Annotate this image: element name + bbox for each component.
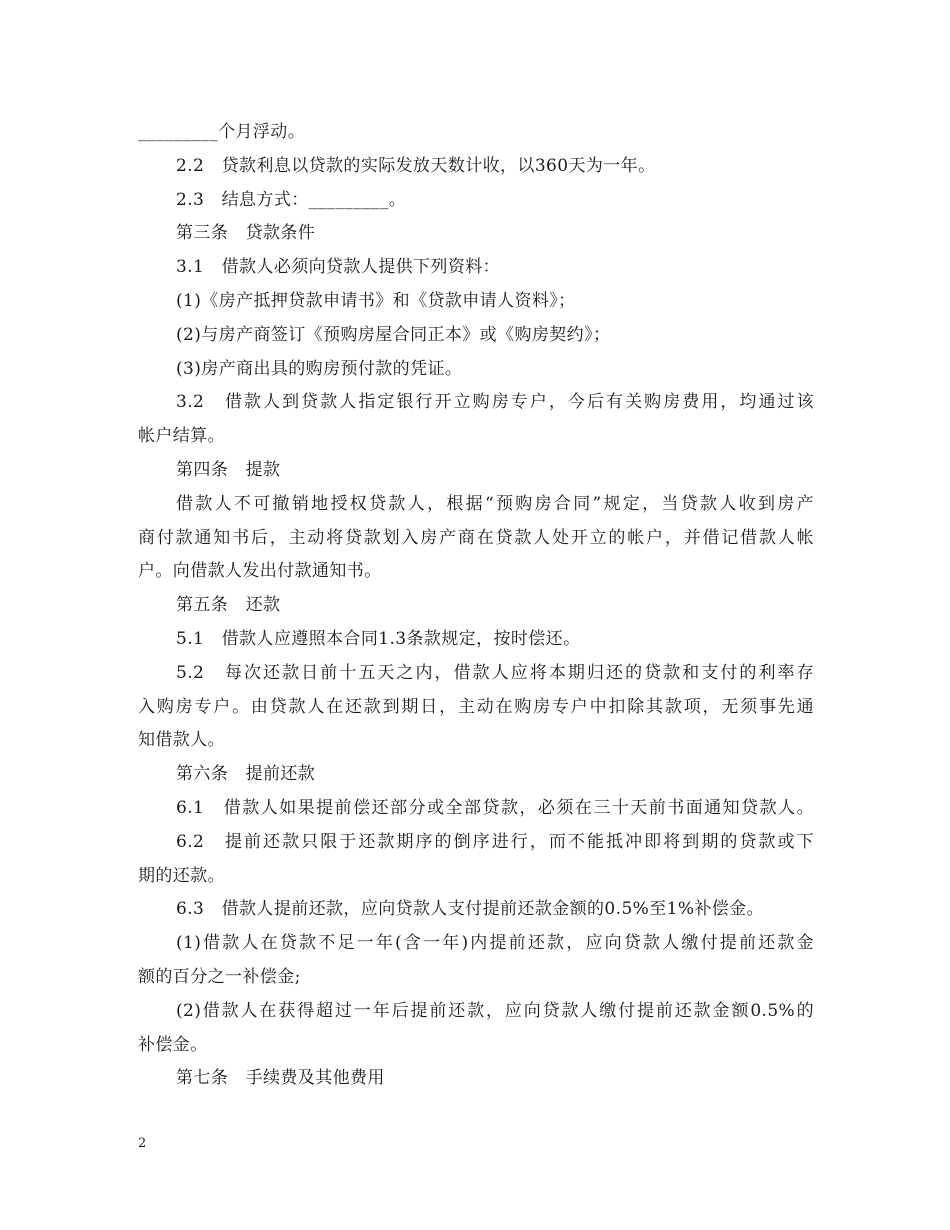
text-line: (2)与房产商签订《预购房屋合同正本》或《购房契约》； bbox=[176, 324, 611, 345]
text-line: 帐户结算。 bbox=[138, 426, 225, 447]
document-body bbox=[138, 116, 814, 1096]
text-line: 期的还款。 bbox=[138, 865, 225, 886]
text-line: (3)房产商出具的购房预付款的凭证。 bbox=[176, 358, 463, 379]
text-line: 第三条 贷款条件 bbox=[176, 223, 316, 244]
text-line: 3.2 借款人到贷款人指定银行开立购房专户，今后有关购房费用，均通过该 bbox=[176, 392, 814, 413]
text-line: 5.1 借款人应遵照本合同1.3条款规定，按时偿还。 bbox=[176, 628, 581, 649]
text-line: (1)《房产抵押贷款申请书》和《贷款申请人资料》； bbox=[176, 290, 576, 311]
text-line: 5.2 每次还款日前十五天之内，借款人应将本期归还的贷款和支付的利率存 bbox=[176, 662, 814, 683]
text-line: 补偿金。 bbox=[138, 1034, 208, 1055]
text-line: (1)借款人在贷款不足一年(含一年)内提前还款，应向贷款人缴付提前还款金 bbox=[176, 933, 814, 954]
text-line: 6.2 提前还款只限于还款期序的倒序进行，而不能抵冲即将到期的贷款或下 bbox=[176, 831, 814, 852]
text-line: (2)借款人在获得超过一年后提前还款，应向贷款人缴付提前还款金额0.5%的 bbox=[176, 1000, 814, 1021]
page-number: 2 bbox=[138, 1136, 147, 1151]
text-line: 入购房专户。由贷款人在还款到期日，主动在购房专户中扣除其款项，无须事先通 bbox=[138, 696, 814, 717]
text-line: 借款人不可撤销地授权贷款人，根据“预购房合同”规定，当贷款人收到房产 bbox=[176, 493, 814, 514]
text-line: 6.3 借款人提前还款，应向贷款人支付提前还款金额的0.5%至1%补偿金。 bbox=[176, 899, 764, 920]
text-line: 第四条 提款 bbox=[176, 459, 281, 480]
text-line: 第六条 提前还款 bbox=[176, 764, 316, 785]
text-line: 2.2 贷款利息以贷款的实际发放天数计收，以360天为一年。 bbox=[176, 155, 656, 176]
text-line: 知借款人。 bbox=[138, 730, 225, 751]
text-line: 额的百分之一补偿金; bbox=[138, 966, 301, 987]
text-line: 第七条 手续费及其他费用 bbox=[176, 1068, 385, 1089]
text-line: 户。向借款人发出付款通知书。 bbox=[138, 561, 382, 582]
text-line: _________个月浮动。 bbox=[138, 122, 306, 142]
text-line: 6.1 借款人如果提前偿还部分或全部贷款，必须在三十天前书面通知贷款人。 bbox=[176, 797, 814, 818]
text-line: 第五条 还款 bbox=[176, 595, 281, 616]
text-line: 2.3 结息方式：_________。 bbox=[176, 189, 407, 210]
text-line: 3.1 借款人必须向贷款人提供下列资料： bbox=[176, 257, 501, 278]
text-line: 商付款通知书后，主动将贷款划入房产商在贷款人处开立的帐户，并借记借款人帐 bbox=[138, 527, 814, 548]
